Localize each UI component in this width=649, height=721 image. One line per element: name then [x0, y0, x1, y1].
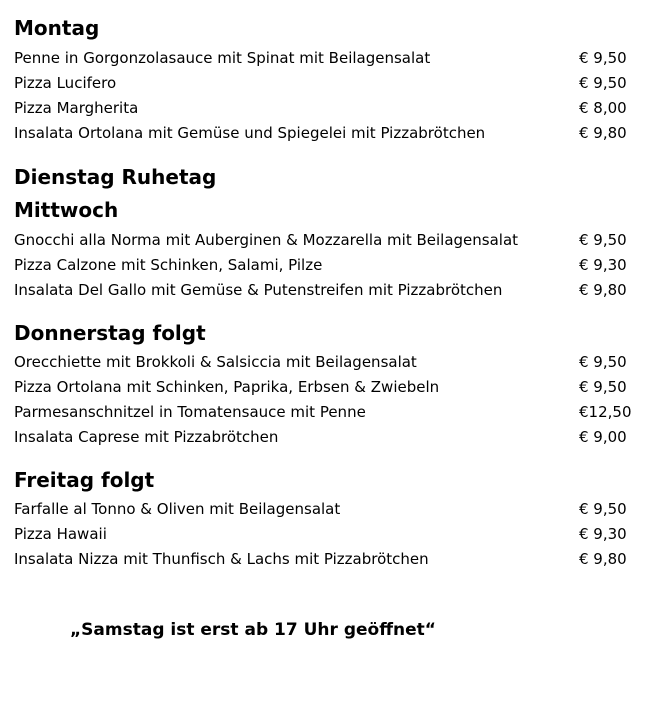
dish-price: € 9,50	[579, 500, 627, 518]
dish-price: € 9,50	[579, 378, 627, 396]
dish-price: € 9,80	[579, 550, 627, 568]
dish-price: € 9,80	[579, 281, 627, 299]
dish-name: Farfalle al Tonno & Oliven mit Beilagensalat	[14, 500, 341, 518]
dish-name: Insalata Caprese mit Pizzabrötchen	[14, 428, 279, 446]
dish-name: Gnocchi alla Norma mit Auberginen & Mozzarella mit Beilagensalat	[14, 231, 519, 249]
day-heading-montag: Montag	[14, 16, 100, 40]
menu-item	[14, 229, 634, 251]
dish-price: € 9,80	[579, 124, 627, 142]
menu-item	[14, 72, 634, 94]
dish-name: Pizza Lucifero	[14, 74, 117, 92]
menu-item	[14, 498, 634, 520]
dish-name: Pizza Hawaii	[14, 525, 107, 543]
dish-name: Orecchiette mit Brokkoli & Salsiccia mit Beilagensalat	[14, 353, 417, 371]
dish-name: Pizza Calzone mit Schinken, Salami, Pilze	[14, 256, 323, 274]
dish-name: Pizza Margherita	[14, 99, 139, 117]
dish-price: € 9,30	[579, 525, 627, 543]
dish-name: Insalata Ortolana mit Gemüse und Spiegelei mit Pizzabrötchen	[14, 124, 486, 142]
menu-item	[14, 401, 634, 423]
dish-name: Insalata Nizza mit Thunfisch & Lachs mit Pizzabrötchen	[14, 550, 429, 568]
dish-name: Insalata Del Gallo mit Gemüse & Putenstreifen mit Pizzabrötchen	[14, 281, 503, 299]
dish-price: € 9,50	[579, 49, 627, 67]
dish-price: €12,50	[579, 403, 632, 421]
menu-item	[14, 47, 634, 69]
dish-name: Pizza Ortolana mit Schinken, Paprika, Erbsen & Zwiebeln	[14, 378, 440, 396]
day-heading-mittwoch: Mittwoch	[14, 198, 119, 222]
dish-price: € 9,00	[579, 428, 627, 446]
menu-item	[14, 351, 634, 373]
menu-item	[14, 122, 634, 144]
dish-price: € 8,00	[579, 99, 627, 117]
dish-name: Parmesanschnitzel in Tomatensauce mit Penne	[14, 403, 366, 421]
menu-item	[14, 426, 634, 448]
menu-item	[14, 523, 634, 545]
menu-item	[14, 548, 634, 570]
dish-price: € 9,50	[579, 74, 627, 92]
dish-name: Penne in Gorgonzolasauce mit Spinat mit Beilagensalat	[14, 49, 431, 67]
saturday-note: „Samstag ist erst ab 17 Uhr geöffnet“	[70, 620, 436, 640]
menu-item	[14, 97, 634, 119]
menu-item	[14, 376, 634, 398]
dish-price: € 9,50	[579, 231, 627, 249]
menu-item	[14, 254, 634, 276]
dish-price: € 9,50	[579, 353, 627, 371]
dish-price: € 9,30	[579, 256, 627, 274]
day-heading-dienstag: Dienstag Ruhetag	[14, 165, 217, 189]
menu-item	[14, 279, 634, 301]
day-heading-donnerstag: Donnerstag folgt	[14, 321, 206, 345]
day-heading-freitag: Freitag folgt	[14, 468, 155, 492]
